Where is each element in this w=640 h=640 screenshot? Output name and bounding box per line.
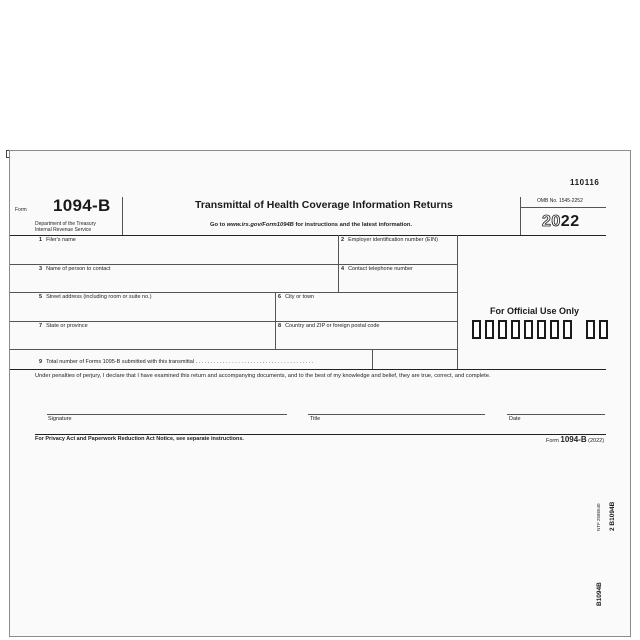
footer-form-number: 1094-B [560,435,587,444]
contact-phone-input[interactable] [340,273,455,291]
date-line [507,414,605,415]
official-use-label: For Official Use Only [490,306,580,316]
omr-mark-9 [586,320,595,339]
omr-mark-8 [563,320,572,339]
instructions-prefix: Go to [210,222,227,228]
form-title: Transmittal of Health Coverage Information Returns [195,199,453,211]
title-label: Title [310,416,321,422]
field-8-text: Country and ZIP or foreign postal code [285,323,380,329]
col-rule-upper [338,235,339,292]
field-3-text: Name of person to contact [46,266,111,272]
street-address-input[interactable] [38,301,273,320]
footer-form-word: Form [546,438,559,444]
city-input[interactable] [277,301,455,320]
omb-underline [520,207,606,208]
total-forms-input[interactable] [373,350,456,368]
field-1-number: 1 [39,237,43,243]
omr-mark-3 [498,320,507,339]
date-label: Date [509,416,521,422]
field-2-number: 2 [341,237,345,243]
field-6-label [278,295,314,301]
field-9-label [39,360,313,366]
title-input[interactable] [308,399,485,413]
omr-mark-10 [599,320,608,339]
field-9-number: 9 [39,359,43,365]
field-9-text: Total number of Forms 1095-B submitted with this transmittal . . . . . . . . . . . . . . . . . . . . . . . . . . . . . . . . . . . . . . . [46,359,314,365]
field-3-number: 3 [39,266,43,272]
signature-input[interactable] [47,399,287,413]
field-4-label [341,267,413,273]
header-divider-right [520,197,521,235]
field-2-text: Employer identification number (EIN) [348,237,438,243]
instructions-line [210,223,412,229]
signature-bottom-rule [35,434,606,435]
title-line [308,414,485,415]
official-use-divider [457,235,458,369]
agency-line-1: Department of the Treasury [35,221,96,227]
side-code-bottom: B1094B [596,582,603,606]
field-7-label [39,324,88,330]
agency-line-2: Internal Revenue Service [35,227,92,233]
signature-label: Signature [48,416,72,422]
perjury-statement: Under penalties of perjury, I declare that I have examined this return and accompanying documents, and to the best of my knowledge and belief, they are true, correct, and complete. [35,373,491,379]
row-3-rule [10,321,457,322]
field-5-text: Street address (including room or suite no.) [46,294,152,300]
field-2-label [341,238,438,244]
form-code: 110116 [570,178,600,187]
footer-year: (2022) [588,438,605,444]
omr-mark-1 [472,320,481,339]
field-8-number: 8 [278,323,282,329]
field-4-text: Contact telephone number [348,266,413,272]
field-5-label [39,295,152,301]
side-code-mid: NTF 2586540 [596,503,601,531]
field-1-text: Filer's name [46,237,76,243]
omr-mark-7 [550,320,559,339]
instructions-url[interactable]: www.irs.gov/Form1094B [226,222,294,228]
field-3-label [39,267,111,273]
field-7-text: State or province [46,323,88,329]
form-number: 1094-B [53,196,111,215]
field-7-number: 7 [39,323,43,329]
filer-name-input[interactable] [38,244,336,263]
contact-name-input[interactable] [38,273,336,291]
field-1-label [39,238,76,244]
omr-mark-5 [524,320,533,339]
instructions-suffix: for instructions and the latest information. [293,222,413,228]
privacy-notice: For Privacy Act and Paperwork Reduction Act Notice, see separate instructions. [35,436,244,442]
omr-mark-4 [511,320,520,339]
field-4-number: 4 [341,266,345,272]
postal-code-input[interactable] [277,330,455,348]
row-1-rule [10,264,457,265]
date-input[interactable] [507,399,605,413]
form-sheet [9,150,631,637]
field-6-text: City or town [285,294,315,300]
side-code-top: 2 B1094B [609,501,616,531]
tax-year-hollow: 20 [542,213,561,230]
omr-mark-6 [537,320,546,339]
signature-line [47,414,287,415]
field-8-label [278,324,379,330]
field-6-number: 6 [278,294,282,300]
omr-mark-2 [485,320,494,339]
tax-year-solid: 22 [560,213,580,230]
footer-form-ref [546,436,604,445]
header-bottom-rule [10,235,606,236]
header-divider-left [122,197,123,235]
row-2-rule [10,292,457,293]
field-5-number: 5 [39,294,43,300]
state-input[interactable] [38,330,273,348]
ein-input[interactable] [340,244,455,263]
col-rule-lower [275,292,276,349]
tax-year [542,214,580,230]
grid-bottom-rule [10,369,606,370]
omb-number: OMB No. 1545-2252 [537,198,583,204]
form-word: Form [15,207,27,213]
